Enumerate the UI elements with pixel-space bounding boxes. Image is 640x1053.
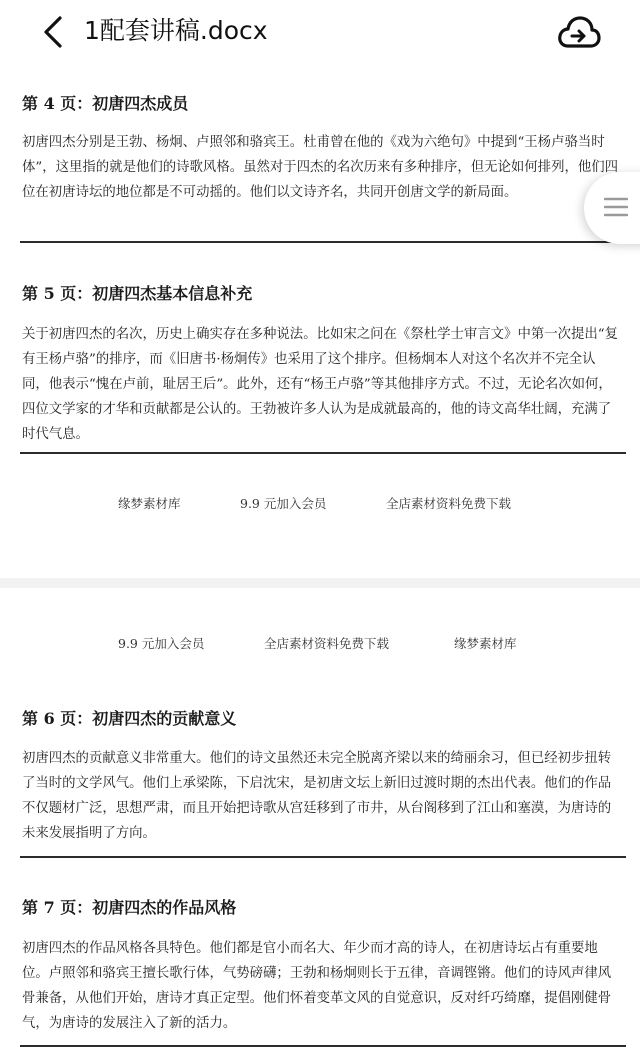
footer-link: 9.9 元加入会员 — [240, 496, 327, 511]
footer-link: 缘梦素材库 — [118, 496, 181, 511]
footer-link: 全店素材资料免费下载 — [386, 496, 512, 511]
divider — [20, 452, 626, 454]
section-title: 第 6 页：初唐四杰的贡献意义 — [22, 709, 237, 728]
section-body: 初唐四杰的作品风格各具特色。他们都是官小而名大、年少而才高的诗人，在初唐诗坛占有重要地位。卢照邻和骆宾王擅长歌行体，气势磅礴；王勃和杨炯则长于五律，音调铿锵。他们的诗风声律风骨兼备，从他们开始，唐诗才真正定型。他们怀着变革文风的自觉意识，反对纤巧绮靡，提倡刚健骨气，为唐诗的发展注入了新的活力。 — [22, 941, 612, 1031]
back-button[interactable] — [38, 14, 74, 50]
footer-link: 缘梦素材库 — [454, 636, 517, 651]
divider — [20, 241, 626, 243]
section-title: 第 7 页：初唐四杰的作品风格 — [22, 898, 237, 917]
side-menu-button[interactable] — [584, 172, 640, 244]
section-title: 第 5 页：初唐四杰基本信息补充 — [22, 284, 253, 303]
footer-link: 9.9 元加入会员 — [118, 636, 205, 651]
footer-link: 全店素材资料免费下载 — [264, 636, 390, 651]
section-title: 第 4 页：初唐四杰成员 — [22, 94, 189, 113]
section-body: 初唐四杰的贡献意义非常重大。他们的诗文虽然还未完全脱离齐梁以来的绮丽余习，但已经初步扭转了当时的文学风气。他们上承梁陈，下启沈宋，是初唐文坛上新旧过渡时期的杰出代表。他们的作品不仅题材广泛，思想严肃，而且开始把诗歌从宫廷移到了市井，从台阁移到了江山和塞漠，为唐诗的未来发展指明了方向。 — [22, 751, 612, 841]
chevron-left-icon — [38, 14, 74, 50]
divider — [20, 856, 626, 858]
cloud-upload-icon — [556, 12, 602, 54]
document-title: 1配套讲稿.docx — [84, 16, 268, 45]
section-body: 初唐四杰分别是王勃、杨炯、卢照邻和骆宾王。杜甫曾在他的《戏为六绝句》中提到“王杨卢骆当时体”，这里指的就是他们的诗歌风格。虽然对于四杰的名次历来有多种排序，但无论如何排列，他们四位在初唐诗坛的地位都是不可动摇的。他们以文诗齐名，共同开创唐文学的新局面。 — [22, 135, 619, 200]
divider — [20, 1045, 626, 1047]
section-body: 关于初唐四杰的名次，历史上确实存在多种说法。比如宋之问在《祭杜学士审言文》中第一次提出“复有王杨卢骆”的排序，而《旧唐书·杨炯传》也采用了这个排序。但杨炯本人对这个名次并不完全认同，他表示“愧在卢前，耻居王后”。此外，还有“杨王卢骆”等其他排序方式。不过，无论名次如何，四位文学家的才华和贡献都是公认的。王勃被许多人认为是成就最高的，他的诗文高华壮阔，充满了时代气息。 — [22, 327, 619, 442]
upload-button[interactable] — [556, 12, 602, 54]
top-bar — [0, 0, 640, 64]
page-gap — [0, 578, 640, 588]
menu-lines-icon — [604, 196, 628, 218]
